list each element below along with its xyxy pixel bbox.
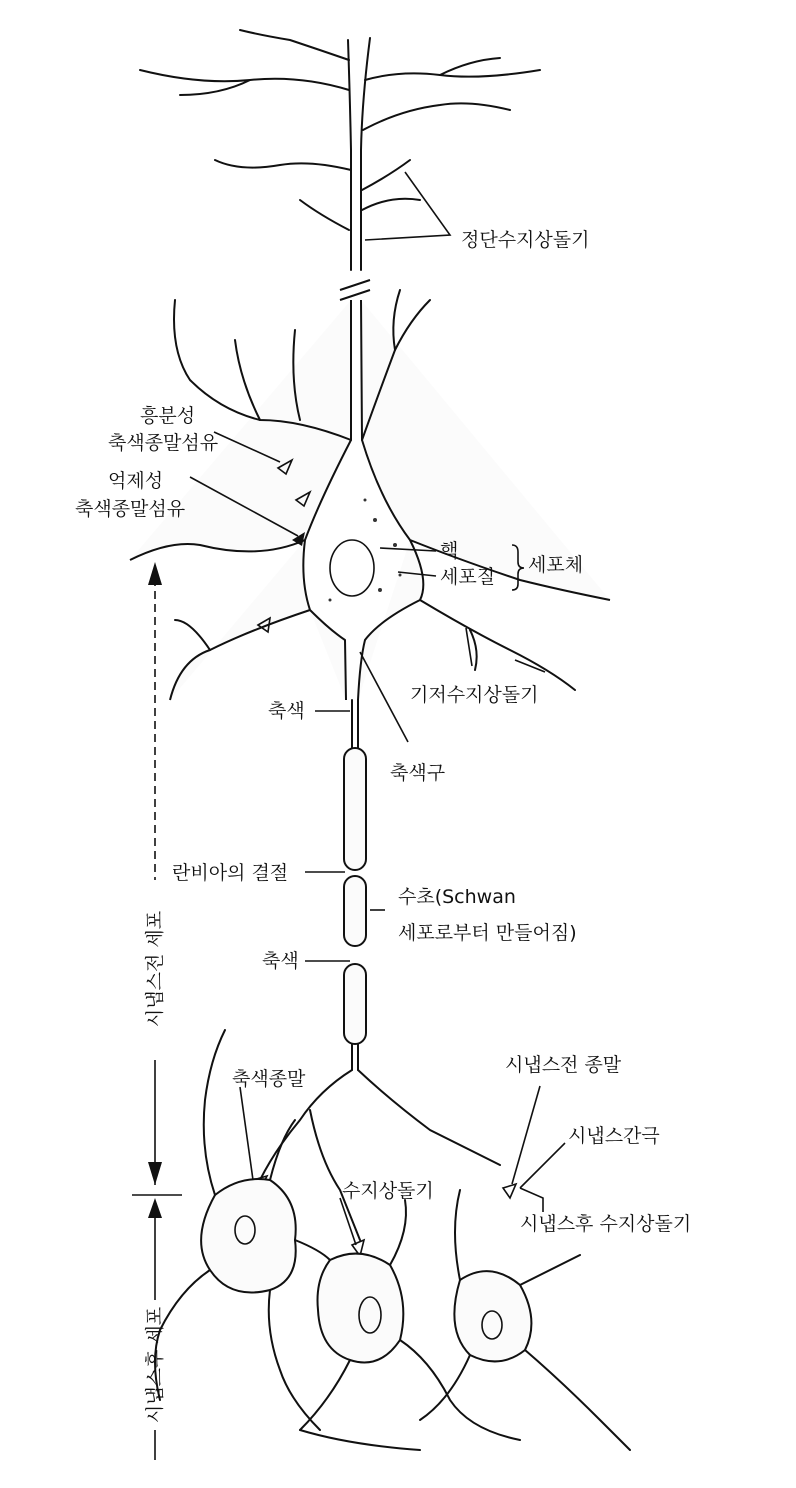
axon-hillock-label: 축색구 [390, 762, 446, 784]
apical-dendrite-tree [140, 30, 540, 300]
inhibitory-label-1: 억제성 [108, 470, 164, 492]
presynaptic-cell-label: 시냅스전 세포 [144, 910, 166, 1028]
postsynaptic-dendrite-label: 시냅스후 수지상돌기 [520, 1213, 692, 1235]
postsynaptic-cells [155, 1030, 630, 1450]
excitatory-label-1: 흥분성 [140, 405, 196, 427]
myelin-label-1: 수초(Schwan [398, 886, 516, 908]
axon-upper-label: 축색 [268, 700, 305, 722]
cytoplasm-label: 세포질 [440, 566, 496, 588]
excitatory-label-2: 축색종말섬유 [108, 432, 219, 454]
cell-body-label: 세포체 [528, 554, 584, 576]
inhibitory-label-2: 축색종말섬유 [75, 498, 186, 520]
nucleus-label: 핵 [440, 540, 459, 562]
axon-terminal-label: 축색종말 [232, 1068, 306, 1090]
axon [253, 700, 516, 1256]
apical-dendrite-label: 정단수지상돌기 [461, 229, 590, 251]
soma [130, 290, 610, 700]
postsynaptic-cell-label: 시냅스후 세포 [144, 1306, 166, 1424]
axon-lower-label: 축색 [262, 950, 299, 972]
presynaptic-terminal-label: 시냅스전 종말 [505, 1054, 622, 1076]
myelin-segment [344, 876, 366, 946]
node-of-ranvier-label: 란비아의 결절 [172, 862, 289, 884]
basal-dendrite-label: 기저수지상돌기 [410, 684, 539, 706]
myelin-segment [344, 964, 366, 1044]
myelin-label-2: 세포로부터 만들어짐) [398, 922, 577, 944]
dendrite-label: 수지상돌기 [342, 1180, 434, 1202]
myelin-segment [344, 748, 366, 870]
nucleus-shape [330, 540, 374, 596]
synaptic-cleft-label: 시냅스간극 [568, 1125, 660, 1147]
